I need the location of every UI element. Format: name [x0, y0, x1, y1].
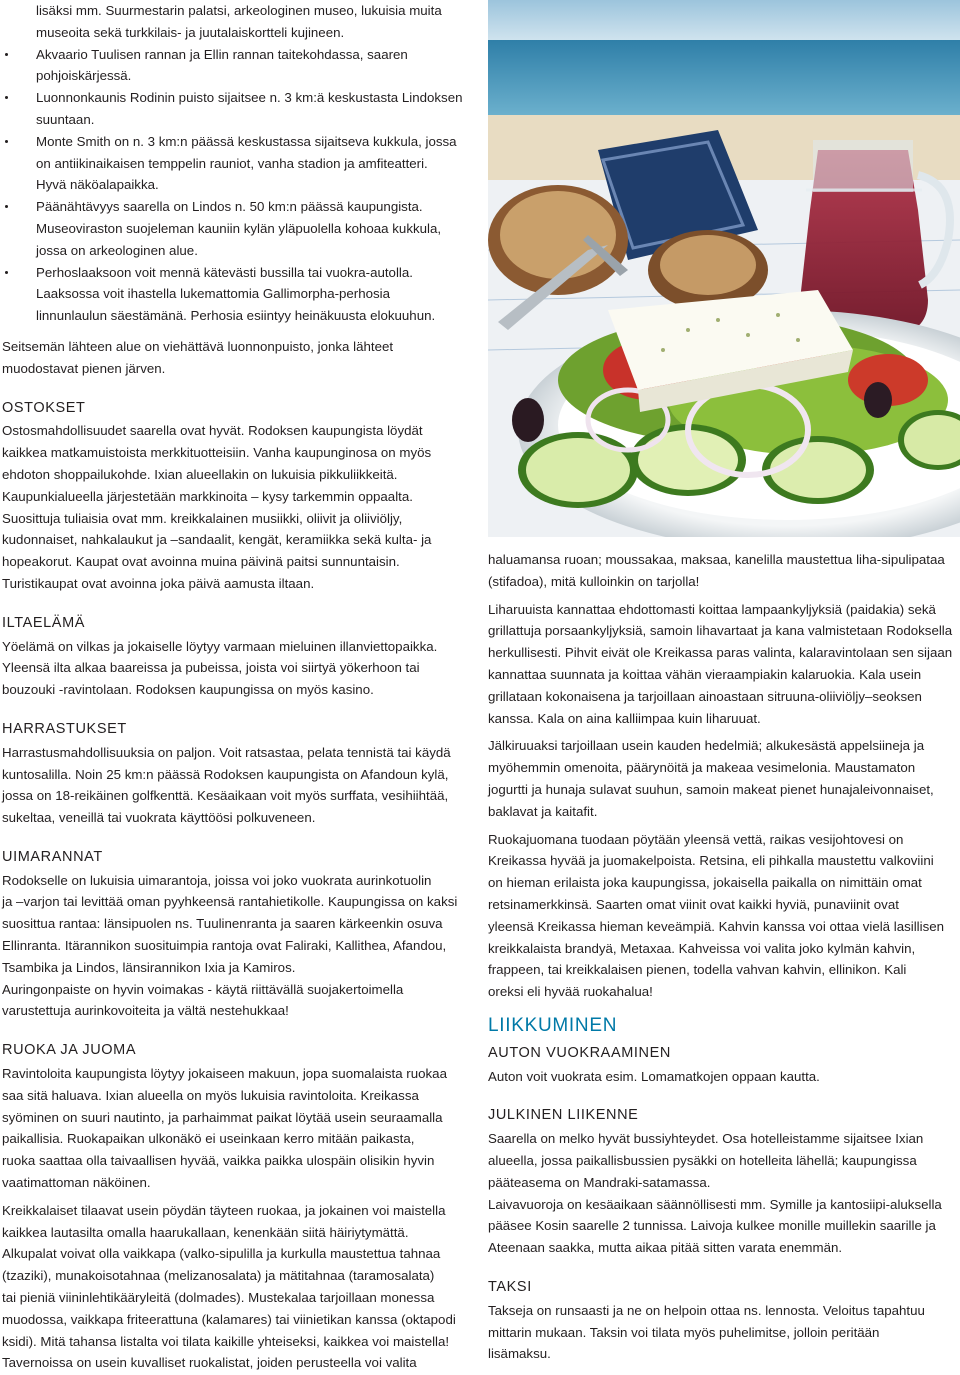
text-line: Luonnonkaunis Rodinin puisto sijaitsee n. 3 km:ä keskustasta Lindoksen	[36, 90, 463, 106]
text-line: Auton voit vuokrata esim. Lomamatkojen oppaan kautta.	[488, 1068, 820, 1084]
text-line: Kreikkalaiset tilaavat usein pöydän täyteen ruokaa, ja jokainen voi maistella	[2, 1202, 446, 1218]
text-line: linnunlaulun säestämänä. Perhosia esiintyy heinäkuusta elokuuhun.	[36, 308, 436, 324]
list-item	[2, 262, 477, 327]
text-line: herkullisesti. Pihvit eivät ole Kreikassa paras valinta, kalaravintolaan sen sijaan	[488, 645, 953, 661]
text-line: Turistikaupat ovat avoinna joka päivä aamusta iltaan.	[2, 575, 315, 591]
text-line: lisämaksu.	[488, 1346, 551, 1362]
text-line: on hieman erilaista joka kaupungissa, jokaisella paikalla on nimittäin omat	[488, 875, 922, 891]
paragraph-auton	[488, 1066, 956, 1088]
section-heading-liikkuminen: LIIKKUMINEN	[488, 1014, 618, 1036]
paragraph-right-2	[488, 599, 956, 730]
text-line: Auringonpaiste on hyvin voimakas - käytä riittävällä suojakertoimella	[2, 981, 404, 997]
section-heading-ruoka: RUOKA JA JUOMA	[2, 1042, 137, 1059]
text-line: oreksi eli hyvää ruokahalua!	[488, 984, 653, 1000]
text-line: Ruokajuomana tuodaan pöytään yleensä vettä, raikas vesijohtovesi on	[488, 831, 904, 847]
paragraph-right-4	[488, 829, 956, 1003]
paragraph-ruoka-2	[2, 1200, 477, 1374]
text-line: paikallisia. Ruokapaikan ulkonäkö ei useinkaan kerro mitään paikasta,	[2, 1131, 415, 1147]
text-line: Ravintoloita kaupungista löytyy jokaiseen makuun, jopa suomalaista ruokaa	[2, 1066, 447, 1082]
section-heading-harrastukset: HARRASTUKSET	[2, 720, 127, 737]
text-line: Akvaario Tuulisen rannan ja Ellin rannan taitekohdassa, saaren	[36, 46, 408, 62]
text-line: Jälkiruuaksi tarjoillaan usein kauden hedelmiä; alkukesästä appelsiineja ja	[488, 738, 925, 754]
paragraph-julkinen	[488, 1128, 956, 1259]
text-line: Monte Smith on n. 3 km:n päässä keskustassa sijaitseva kukkula, jossa	[36, 133, 457, 149]
text-line: ehdoton shoppailukohde. Ixian alueellakin on lukuisia pikkuliikkeitä.	[2, 466, 398, 482]
text-line: museoita sekä turkkilais- ja juutalaiskortteli kujineen.	[36, 24, 345, 40]
sights-list	[2, 44, 477, 327]
text-line: suosittua rantaa: länsipuolen ns. Tuulinenranta ja saaren kärkeenkin osuva	[2, 916, 443, 932]
text-line: Perhoslaaksoon voit mennä kätevästi bussilla tai vuokra-autolla.	[36, 264, 413, 280]
paragraph-right-3	[488, 735, 956, 822]
section-heading-uimarannat: UIMARANNAT	[2, 848, 103, 865]
list-item	[2, 44, 477, 88]
paragraph-ostokset	[2, 420, 477, 594]
text-line: alueella, jossa paikallisbussien pysäkki on hotelleita lähellä; kaupungissa	[488, 1152, 917, 1168]
text-line: (stifadoa), mitä kulloinkin on tarjolla!	[488, 573, 700, 589]
text-line: kanssa. Kala on aina kalliimpaa kuin liharuuat.	[488, 710, 761, 726]
paragraph-ruoka-1	[2, 1063, 477, 1194]
text-line: Kaupunkialueella järjestetään markkinoita – kysy tarkemmin oppaalta.	[2, 488, 413, 504]
text-line: on antiikinaikaisen temppelin rauniot, vanha stadion ja amfiteatteri.	[36, 155, 428, 171]
text-line: myöhemmin omenoita, päärynöitä ja makeaa vesimelonia. Maustamaton	[488, 760, 916, 776]
paragraph-taksi	[488, 1300, 956, 1365]
text-line: Museoviraston suojeleman kauniin kylän yläpuolella kohoaa kukkula,	[36, 220, 442, 236]
right-column	[488, 549, 956, 1365]
text-line: vaatimattoman näköinen.	[2, 1175, 151, 1191]
salad-illustration	[488, 0, 960, 537]
left-column	[2, 0, 477, 1374]
text-line: jossa on arkeologinen alue.	[36, 242, 198, 258]
text-line: Yleensä ilta alkaa baareissa ja pubeissa, joista voi siirtyä yökerhoon tai	[2, 660, 420, 676]
text-line: sukeltaa, veneillä tai vuokrata käyttöösi polkuveneen.	[2, 810, 316, 826]
text-line: Ostosmahdollisuudet saarella ovat hyvät. Rodoksen kaupungista löydät	[2, 423, 423, 439]
text-line: kuntosalilla. Noin 25 km:n päässä Rodoksen kaupungista on Afandoun kylä,	[2, 766, 449, 782]
text-line: jogurtti ja hunaja sulavat suuhun, samoin makeat pienet hunajaleivonnaiset,	[488, 781, 934, 797]
text-line: saa sitä haluava. Ixian alueella on myös lukuisia ravintoloita. Kreikassa	[2, 1087, 419, 1103]
text-line: ja –varjon tai levittää oman pyyhkeensä rantahietikolle. Kaupungissa on kaksi	[2, 894, 458, 910]
text-line: tai pieniä viininlehtikääryleitä (dolmades). Mustekalaa tarjoillaan monessa	[2, 1290, 435, 1306]
text-line: haluamansa ruoan; moussakaa, maksaa, kanelilla maustettua liha-sipulipataa	[488, 552, 945, 567]
text-line: mittarin mukaan. Taksin voi tilata myös puhelimitse, jolloin peritään	[488, 1324, 880, 1340]
text-line: varustettuja aurinkovoiteita ja vältä nestehukkaa!	[2, 1003, 289, 1019]
section-heading-auton-vuokraaminen: AUTON VUOKRAAMINEN	[488, 1044, 671, 1061]
text-line: Päänähtävyys saarella on Lindos n. 50 km:n päässä kaupungista.	[36, 199, 423, 215]
text-line: Tavernoissa on usein kuvalliset ruokalistat, joiden perusteella voi valita	[2, 1355, 417, 1371]
text-line: Seitsemän lähteen alue on viehättävä luonnonpuisto, jonka lähteet	[2, 338, 394, 354]
text-line: Liharuuista kannattaa ehdottomasti koittaa lampaankyljyksiä (paidakia) sekä	[488, 601, 936, 617]
text-line: ruoka saattaa olla taivaallisen hyvää, vaikka paikka ulospäin olisikin hyvin	[2, 1153, 435, 1169]
text-line: muodostavat pienen järven.	[2, 360, 166, 376]
greek-salad-photo	[488, 0, 960, 537]
text-line: grillataan kokonaisena ja tarjoillaan ainoastaan sitruuna-oliiviöljy–seoksen	[488, 688, 922, 704]
text-line: jossa on 18-reikäinen golfkenttä. Kesäaikaan voit myös surffata, vesihiihtää,	[2, 788, 449, 804]
text-line: ksidi). Mitä tahansa listalta voi tilata kaikille yhteiseksi, kaikkea voi maistella!	[2, 1333, 450, 1349]
section-heading-julkinen-liikenne: JULKINEN LIIKENNE	[488, 1107, 639, 1124]
paragraph-right-1	[488, 549, 956, 593]
text-line: kannattaa suunnata ja koittaa vähän vieraampiakin kalaruokia. Kala usein	[488, 666, 922, 682]
text-line: yleensä Kreikassa hieman keveämpiä. Kahvin kanssa voi ottaa vielä lasillisen	[488, 918, 945, 934]
text-line: syöminen on suuri nautinto, ja parhaimmat paikat löytää usein seuraamalla	[2, 1109, 443, 1125]
text-line: kaikkea lautasilta omalla haarukallaan, kenenkään siitä häiriytymättä.	[2, 1224, 409, 1240]
paragraph-harrastukset	[2, 742, 477, 829]
text-line: Alkupalat voivat olla vaikkapa (valko-sipulilla ja kurkulla maustettua tahnaa	[2, 1246, 441, 1262]
text-line: grillattuja porsaankyljyksiä, samoin lihavartaat ja kana valmistetaan Rodoksella	[488, 623, 953, 639]
text-line: Ellinranta. Itärannikon suosituimpia rantoja ovat Faliraki, Kallithea, Afandou,	[2, 938, 447, 954]
section-heading-ostokset: OSTOKSET	[2, 399, 86, 416]
text-line: Suosittuja tuliaisia ovat mm. kreikkalainen musiikki, oliivit ja oliiviöljy,	[2, 510, 403, 526]
text-line: bouzouki -ravintolaan. Rodoksen kaupungissa on myös kasino.	[2, 682, 374, 698]
text-line: Kreikassa hyvää ja juomakelpoista. Retsina, eli pihkalla maustettu valkoviini	[488, 853, 934, 869]
text-line: Laaksossa voit ihastella lukemattomia Gallimorpha-perhosia	[36, 286, 391, 302]
text-line: Yöelämä on vilkas ja jokaiselle löytyy varmaan mieluinen illanviettopaikka.	[2, 638, 438, 654]
text-line: Takseja on runsaasti ja ne on helpoin ottaa ns. lennosta. Veloitus tapahtuu	[488, 1302, 925, 1318]
text-line: hopeakorut. Kaupat ovat avoinna muina päivinä paitsi sunnuntaisin.	[2, 554, 400, 570]
text-line: Tsambika ja Lindos, länsirannikon Ixia ja Kamiros.	[2, 959, 296, 975]
text-line: (tzaziki), munakoisotahnaa (melizanosalata) ja mätitahnaa (taramosalata)	[2, 1268, 435, 1284]
paragraph-iltaelama	[2, 636, 477, 701]
text-line: pääteasema on Mandraki-satamassa.	[488, 1174, 711, 1190]
text-line: Rodokselle on lukuisia uimarantoja, joissa voi joko vuokrata aurinkotuolin	[2, 872, 432, 888]
text-line: Hyvä näköalapaikka.	[36, 177, 159, 193]
text-line: suuntaan.	[36, 111, 95, 127]
text-line: lisäksi mm. Suurmestarin palatsi, arkeologinen museo, lukuisia muita	[36, 3, 442, 18]
text-line: frappeen, tai kreikkalaisen pienen, todella vahvan kahvin, ellinikon. Kali	[488, 962, 907, 978]
paragraph-uimarannat	[2, 870, 477, 1023]
text-line: retsinamerkkinsä. Saarten omat viinit ovat kaikki hyviä, punaviinit ovat	[488, 896, 899, 912]
text-line: muodossa, vaikkapa friteerattuna (kalamares) tai viinietikan kanssa (oktapodi	[2, 1311, 456, 1327]
text-line: Ateenaan saakka, mutta aikaa pitää sitten varata enemmän.	[488, 1240, 843, 1256]
text-line: Laivavuoroja on kesäaikaan säännöllisesti mm. Symille ja kantosiipi-aluksella	[488, 1196, 942, 1212]
text-line: pääsee Kosin saarelle 2 tunnissa. Laivoja kulkee monille muillekin saarille ja	[488, 1218, 936, 1234]
section-heading-iltaelama: ILTAELÄMÄ	[2, 614, 86, 631]
text-line: kudonnaiset, nahkalaukut ja –sandaalit, kengät, keramiikka sekä kulta- ja	[2, 532, 432, 548]
text-line: Saarella on melko hyvät bussiyhteydet. Osa hotelleistamme sijaitsee Ixian	[488, 1131, 924, 1147]
text-line: kreikkalaista brandyä, Metaxaa. Kahveissa voi valita joko kylmän kahvin,	[488, 940, 916, 956]
text-line: baklavat ja kaitafit.	[488, 803, 598, 819]
list-item	[2, 87, 477, 131]
text-line: Harrastusmahdollisuuksia on paljon. Voit ratsastaa, pelata tennistä tai käydä	[2, 744, 451, 760]
text-line: kaikkea matkamuistoista merkkituotteisiin. Vanha kaupunginosa on myös	[2, 445, 432, 461]
section-heading-taksi: TAKSI	[488, 1278, 532, 1295]
list-item	[2, 131, 477, 196]
paragraph-seitseman	[2, 336, 477, 380]
list-item	[2, 196, 477, 261]
text-line: pohjoiskärjessä.	[36, 68, 132, 84]
bullet-continuation	[2, 0, 477, 44]
